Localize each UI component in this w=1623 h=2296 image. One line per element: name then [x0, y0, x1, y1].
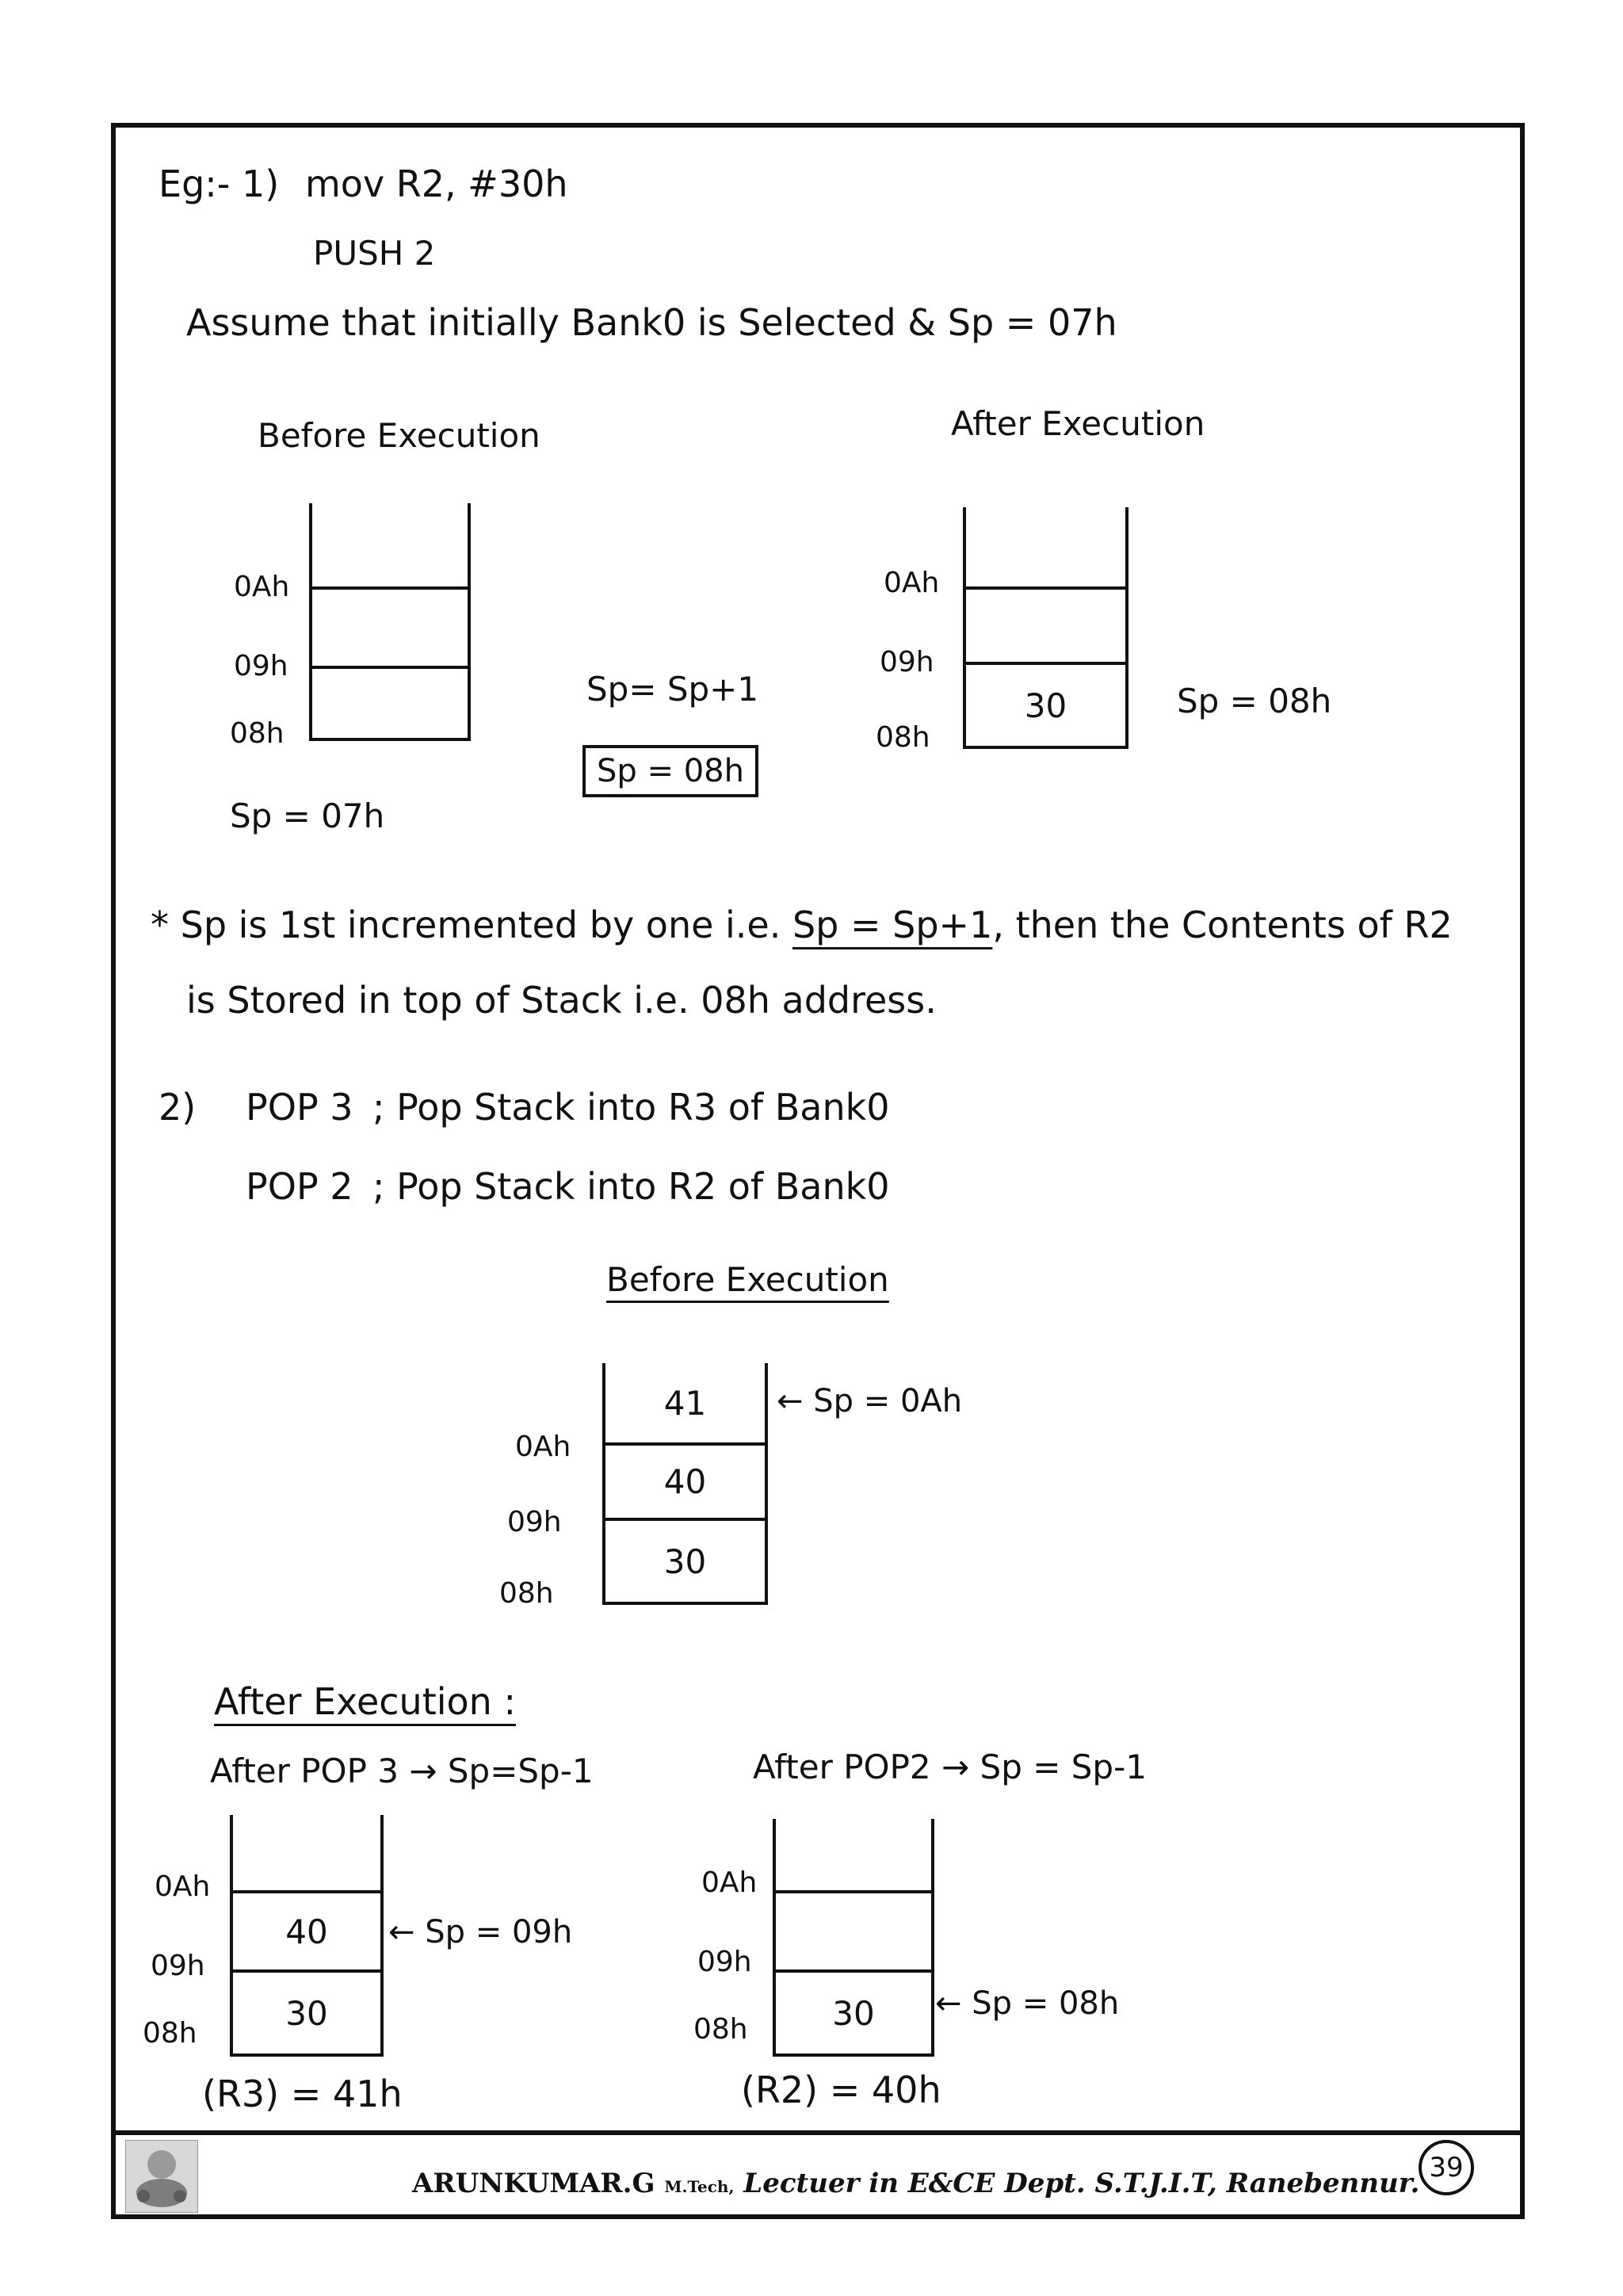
ex1-after-addr-08: 08h: [876, 721, 930, 754]
ex2-before-addr-08: 08h: [499, 1577, 554, 1610]
ex1-before-addr-09: 09h: [234, 650, 288, 682]
ex2-before-title: Before Execution: [606, 1260, 889, 1299]
ex2-after-pop3-title: After POP 3 → Sp=Sp-1: [210, 1752, 594, 1790]
ex2-pop3-stack: [230, 1815, 388, 2057]
ex2-pop3-cell-08: 30: [230, 1969, 384, 2053]
ex1-after-stack: [963, 507, 1133, 749]
page-number: 39: [1419, 2140, 1474, 2195]
example2-comment2: ; Pop Stack into R2 of Bank0: [372, 1165, 890, 1208]
ex1-after-cell-09: 30: [963, 662, 1128, 746]
ex1-sp-before: Sp = 07h: [230, 797, 385, 835]
ex1-note-line2: is Stored in top of Stack i.e. 08h address.: [186, 979, 937, 1022]
ex2-pop3-addr-0a: 0Ah: [155, 1870, 211, 1903]
ex1-after-addr-09: 09h: [880, 646, 934, 678]
ex2-pop2-sp: ← Sp = 08h: [935, 1985, 1120, 2022]
example2-comment1: ; Pop Stack into R3 of Bank0: [372, 1086, 890, 1129]
example1-instr2: PUSH 2: [313, 234, 436, 273]
ex2-pop2-cell-08: 30: [773, 1969, 934, 2053]
ex2-pop2-addr-09: 09h: [697, 1946, 752, 1978]
ex2-before-cell-08: 30: [602, 1518, 768, 1602]
ex2-before-stack: [602, 1363, 773, 1605]
ex1-before-stack: [309, 503, 475, 741]
ex2-pop2-stack: [773, 1819, 939, 2057]
example2-instr2: POP 2: [246, 1165, 353, 1208]
ex2-before-addr-0a: 0Ah: [515, 1431, 571, 1463]
ex2-after-title: After Execution :: [214, 1680, 516, 1723]
ex1-before-cell-0a: [309, 586, 471, 666]
example1-assumption: Assume that initially Bank0 is Selected & Sp = 07h: [186, 301, 1117, 344]
ex1-after-addr-0a: 0Ah: [884, 567, 940, 599]
footer-degree: M.Tech,: [664, 2177, 735, 2196]
ex1-sp-calc: Sp= Sp+1: [586, 670, 759, 709]
ex2-pop3-addr-08: 08h: [143, 2017, 197, 2050]
ex2-pop3-result: (R3) = 41h: [202, 2073, 403, 2115]
example1-before-title: Before Execution: [258, 416, 540, 455]
ex1-after-cell-0a: [963, 586, 1128, 666]
example1-after-title: After Execution: [951, 404, 1205, 443]
ex2-pop2-result: (R2) = 40h: [741, 2069, 941, 2111]
ex2-pop2-addr-0a: 0Ah: [701, 1866, 758, 1899]
footer-role: Lectuer in E&CE Dept. S.T.J.I.T, Ranebennur.: [743, 2168, 1420, 2199]
example1-heading: Eg:- 1): [158, 162, 280, 205]
ex2-pop3-cell-09: 40: [230, 1890, 384, 1969]
example1-instr1: mov R2, #30h: [305, 162, 568, 205]
ex1-note-line1: * Sp is 1st incremented by one i.e. Sp = Sp+1, then the Contents of R2: [151, 904, 1453, 946]
ex2-after-pop2-title: After POP2 → Sp = Sp-1: [753, 1748, 1147, 1786]
ex1-before-addr-08: 08h: [230, 717, 285, 750]
example2-instr1: POP 3: [246, 1086, 353, 1129]
ex1-sp-after: Sp = 08h: [1177, 682, 1332, 720]
footer-author: ARUNKUMAR.G: [412, 2168, 655, 2199]
ex1-sp-result-box: Sp = 08h: [582, 745, 758, 797]
author-logo-icon: [125, 2140, 198, 2213]
ex2-pop3-sp: ← Sp = 09h: [388, 1914, 573, 1950]
ex2-pop2-cell-09: [773, 1890, 934, 1969]
ex2-pop2-addr-08: 08h: [693, 2013, 748, 2046]
ex2-pop3-addr-09: 09h: [151, 1950, 205, 1982]
ex2-before-addr-09: 09h: [507, 1506, 562, 1538]
ex1-before-addr-0a: 0Ah: [234, 571, 290, 603]
ex2-before-cell-0a: 41: [663, 1383, 707, 1423]
ex2-before-cell-09: 40: [602, 1442, 768, 1518]
ex2-before-sp: ← Sp = 0Ah: [777, 1383, 963, 1419]
example2-heading: 2): [158, 1086, 197, 1129]
footer-credit: [412, 2168, 1419, 2199]
ex1-before-cell-09: [309, 666, 471, 741]
footer-rule: [111, 2130, 1525, 2135]
